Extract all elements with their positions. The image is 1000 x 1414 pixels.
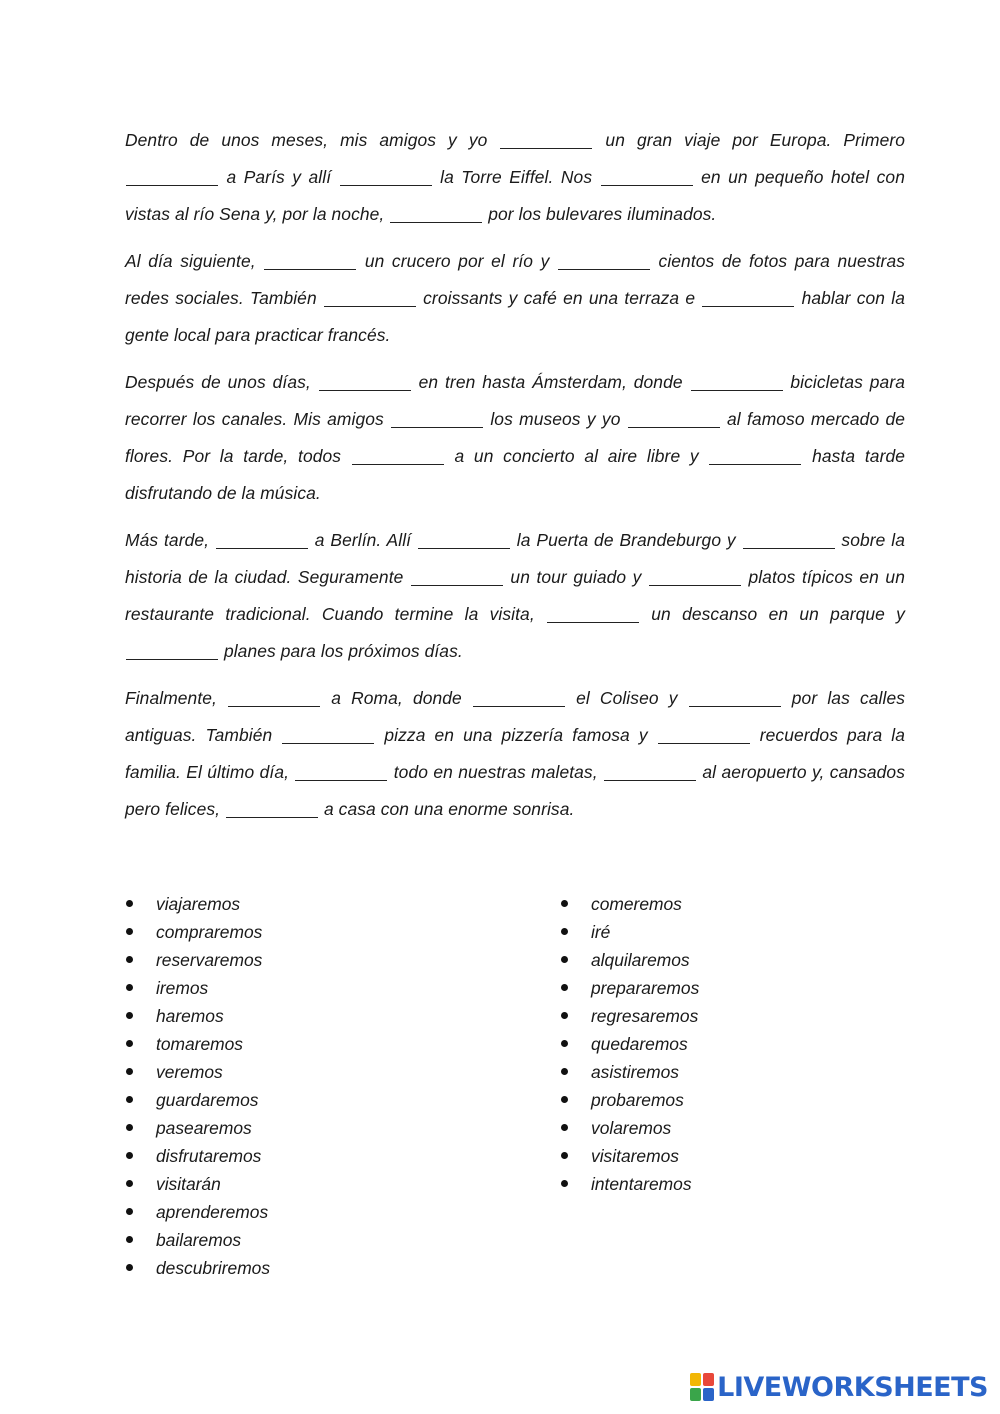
- bullet-icon: [561, 1180, 568, 1187]
- word-bank-word: reservaremos: [156, 950, 263, 970]
- text-segment: Al día siguiente,: [125, 251, 256, 271]
- text-segment: sobre la historia de la ciudad. Seguramente: [125, 530, 906, 587]
- bullet-icon: [561, 956, 568, 963]
- word-bank-item: [125, 946, 270, 974]
- answer-blank[interactable]: [216, 547, 308, 549]
- text-segment: a casa con una enorme sonrisa.: [323, 799, 575, 819]
- answer-blank[interactable]: [658, 742, 750, 744]
- paragraph: [125, 522, 905, 670]
- bullet-icon: [126, 1236, 133, 1243]
- word-bank-word: prepararemos: [591, 978, 700, 998]
- text-segment: Más tarde,: [125, 530, 210, 550]
- word-bank-word: bailaremos: [156, 1230, 242, 1250]
- word-bank-item: [125, 1058, 270, 1086]
- answer-blank[interactable]: [282, 742, 374, 744]
- answer-blank[interactable]: [547, 621, 639, 623]
- word-bank-word: visitaremos: [591, 1146, 679, 1166]
- bullet-icon: [561, 1040, 568, 1047]
- word-bank-word: pasearemos: [156, 1118, 252, 1138]
- answer-blank[interactable]: [418, 547, 510, 549]
- word-bank-word: comeremos: [591, 894, 682, 914]
- word-bank-word: tomaremos: [156, 1034, 243, 1054]
- text-segment: por las calles antiguas. También: [125, 688, 906, 745]
- word-bank-word: asistiremos: [591, 1062, 679, 1082]
- liveworksheets-logo: [690, 1370, 988, 1404]
- word-bank-item: [560, 1002, 699, 1030]
- text-segment: pizza en una pizzería famosa y: [384, 725, 648, 745]
- word-bank-word: aprenderemos: [156, 1202, 269, 1222]
- word-bank-word: quedaremos: [591, 1034, 688, 1054]
- word-bank-word: iremos: [156, 978, 209, 998]
- word-bank-word: regresaremos: [591, 1006, 699, 1026]
- word-bank-item: [125, 890, 270, 918]
- word-bank-item: [560, 1086, 699, 1114]
- answer-blank[interactable]: [126, 658, 218, 660]
- word-bank-item: [125, 1142, 270, 1170]
- word-bank-word: guardaremos: [156, 1090, 259, 1110]
- bullet-icon: [126, 1180, 133, 1187]
- answer-blank[interactable]: [743, 547, 835, 549]
- answer-blank[interactable]: [390, 221, 482, 223]
- answer-blank[interactable]: [295, 779, 387, 781]
- logo-icon: [690, 1373, 714, 1401]
- paragraph: [125, 680, 905, 828]
- answer-blank[interactable]: [264, 268, 356, 270]
- answer-blank[interactable]: [649, 584, 741, 586]
- text-segment: al aeropuerto y, cansados pero felices,: [125, 762, 905, 819]
- word-bank-word: viajaremos: [156, 894, 241, 914]
- word-bank-word: iré: [591, 922, 611, 942]
- word-bank-item: [560, 974, 699, 1002]
- word-bank-item: [560, 1142, 699, 1170]
- word-bank-word: alquilaremos: [591, 950, 690, 970]
- text-segment: todo en nuestras maletas,: [393, 762, 598, 782]
- bullet-icon: [126, 1040, 133, 1047]
- word-bank-left-column: [125, 890, 270, 1282]
- word-bank-item: [125, 1030, 270, 1058]
- word-bank-word: disfrutaremos: [156, 1146, 262, 1166]
- word-bank-item: [125, 1114, 270, 1142]
- logo-text: LIVEWORKSHEETS: [717, 1371, 988, 1403]
- word-bank-word: probaremos: [591, 1090, 684, 1110]
- text-segment: recuerdos para la familia. El último día,: [125, 725, 906, 782]
- word-bank-item: [560, 918, 699, 946]
- answer-blank[interactable]: [601, 184, 693, 186]
- bullet-icon: [126, 1012, 133, 1019]
- word-bank-item: [125, 974, 270, 1002]
- answer-blank[interactable]: [702, 305, 794, 307]
- word-bank-item: [125, 1170, 270, 1198]
- paragraph: [125, 122, 905, 233]
- word-bank-word: descubriremos: [156, 1258, 271, 1278]
- word-bank-word: compraremos: [156, 922, 263, 942]
- word-bank-item: [125, 1198, 270, 1226]
- text-segment: a París y allí: [226, 167, 332, 187]
- word-bank-word: veremos: [156, 1062, 223, 1082]
- answer-blank[interactable]: [228, 705, 320, 707]
- word-bank-word: intentaremos: [591, 1174, 692, 1194]
- word-bank-item: [560, 1058, 699, 1086]
- answer-blank[interactable]: [391, 426, 483, 428]
- text-segment: un gran viaje por Europa. Primero: [605, 130, 906, 150]
- bullet-icon: [561, 1012, 568, 1019]
- answer-blank[interactable]: [324, 305, 416, 307]
- answer-blank[interactable]: [558, 268, 650, 270]
- bullet-icon: [561, 1096, 568, 1103]
- answer-blank[interactable]: [340, 184, 432, 186]
- word-bank-word: visitarán: [156, 1174, 221, 1194]
- text-segment: Finalmente,: [125, 688, 217, 708]
- word-bank-word: haremos: [156, 1006, 224, 1026]
- text-segment: Dentro de unos meses, mis amigos y yo: [125, 130, 488, 150]
- answer-blank[interactable]: [126, 184, 218, 186]
- answer-blank[interactable]: [500, 147, 592, 149]
- bullet-icon: [561, 984, 568, 991]
- text-segment: un crucero por el río y: [364, 251, 550, 271]
- text-segment: planes para los próximos días.: [223, 641, 463, 661]
- bullet-icon: [126, 984, 133, 991]
- bullet-icon: [126, 956, 133, 963]
- answer-blank[interactable]: [411, 584, 503, 586]
- answer-blank[interactable]: [319, 389, 411, 391]
- answer-blank[interactable]: [226, 816, 318, 818]
- word-bank-item: [125, 918, 270, 946]
- word-bank-item: [125, 1002, 270, 1030]
- answer-blank[interactable]: [604, 779, 696, 781]
- text-segment: a un concierto al aire libre y: [454, 446, 699, 466]
- bullet-icon: [126, 928, 133, 935]
- text-segment: en tren hasta Ámsterdam, donde: [418, 372, 683, 392]
- bullet-icon: [561, 1068, 568, 1075]
- bullet-icon: [126, 1152, 133, 1159]
- word-bank-item: [560, 890, 699, 918]
- word-bank-item: [560, 1114, 699, 1142]
- bullet-icon: [126, 1068, 133, 1075]
- text-segment: a Roma, donde: [331, 688, 462, 708]
- text-segment: a Berlín. Allí: [314, 530, 412, 550]
- text-segment: la Puerta de Brandeburgo y: [516, 530, 736, 550]
- answer-blank[interactable]: [709, 463, 801, 465]
- answer-blank[interactable]: [691, 389, 783, 391]
- bullet-icon: [561, 928, 568, 935]
- text-segment: en un pequeño hotel con vistas al río Sena y, por la noche,: [125, 167, 905, 224]
- bullet-icon: [561, 1152, 568, 1159]
- paragraph: [125, 364, 905, 512]
- answer-blank[interactable]: [689, 705, 781, 707]
- text-segment: los museos y yo: [490, 409, 621, 429]
- text-segment: la Torre Eiffel. Nos: [440, 167, 593, 187]
- text-segment: hablar con la gente local para practicar francés.: [125, 288, 905, 345]
- bullet-icon: [126, 900, 133, 907]
- word-bank-item: [560, 1030, 699, 1058]
- text-segment: hasta tarde disfrutando de la música.: [125, 446, 906, 503]
- text-segment: al famoso mercado de flores. Por la tarde, todos: [125, 409, 906, 466]
- bullet-icon: [126, 1124, 133, 1131]
- word-bank-item: [560, 1170, 699, 1198]
- word-bank-item: [560, 946, 699, 974]
- word-bank-word: volaremos: [591, 1118, 672, 1138]
- word-bank-item: [125, 1226, 270, 1254]
- answer-blank[interactable]: [628, 426, 720, 428]
- bullet-icon: [126, 1264, 133, 1271]
- bullet-icon: [126, 1208, 133, 1215]
- text-segment: platos típicos en un restaurante tradicional. Cuando termine la visita,: [125, 567, 905, 624]
- word-bank-right-column: [560, 890, 699, 1198]
- answer-blank[interactable]: [473, 705, 565, 707]
- text-segment: croissants y café en una terraza e: [423, 288, 696, 308]
- bullet-icon: [561, 1124, 568, 1131]
- bullet-icon: [126, 1096, 133, 1103]
- paragraph: [125, 243, 905, 354]
- word-bank-item: [125, 1086, 270, 1114]
- bullet-icon: [561, 900, 568, 907]
- text-segment: un descanso en un parque y: [651, 604, 905, 624]
- exercise-text: [125, 122, 905, 838]
- word-bank-item: [125, 1254, 270, 1282]
- text-segment: un tour guiado y: [510, 567, 642, 587]
- answer-blank[interactable]: [352, 463, 444, 465]
- text-segment: por los bulevares iluminados.: [488, 204, 717, 224]
- text-segment: el Coliseo y: [576, 688, 678, 708]
- text-segment: Después de unos días,: [125, 372, 311, 392]
- text-segment: cientos de fotos para nuestras redes sociales. También: [125, 251, 906, 308]
- text-segment: bicicletas para recorrer los canales. Mis amigos: [125, 372, 905, 429]
